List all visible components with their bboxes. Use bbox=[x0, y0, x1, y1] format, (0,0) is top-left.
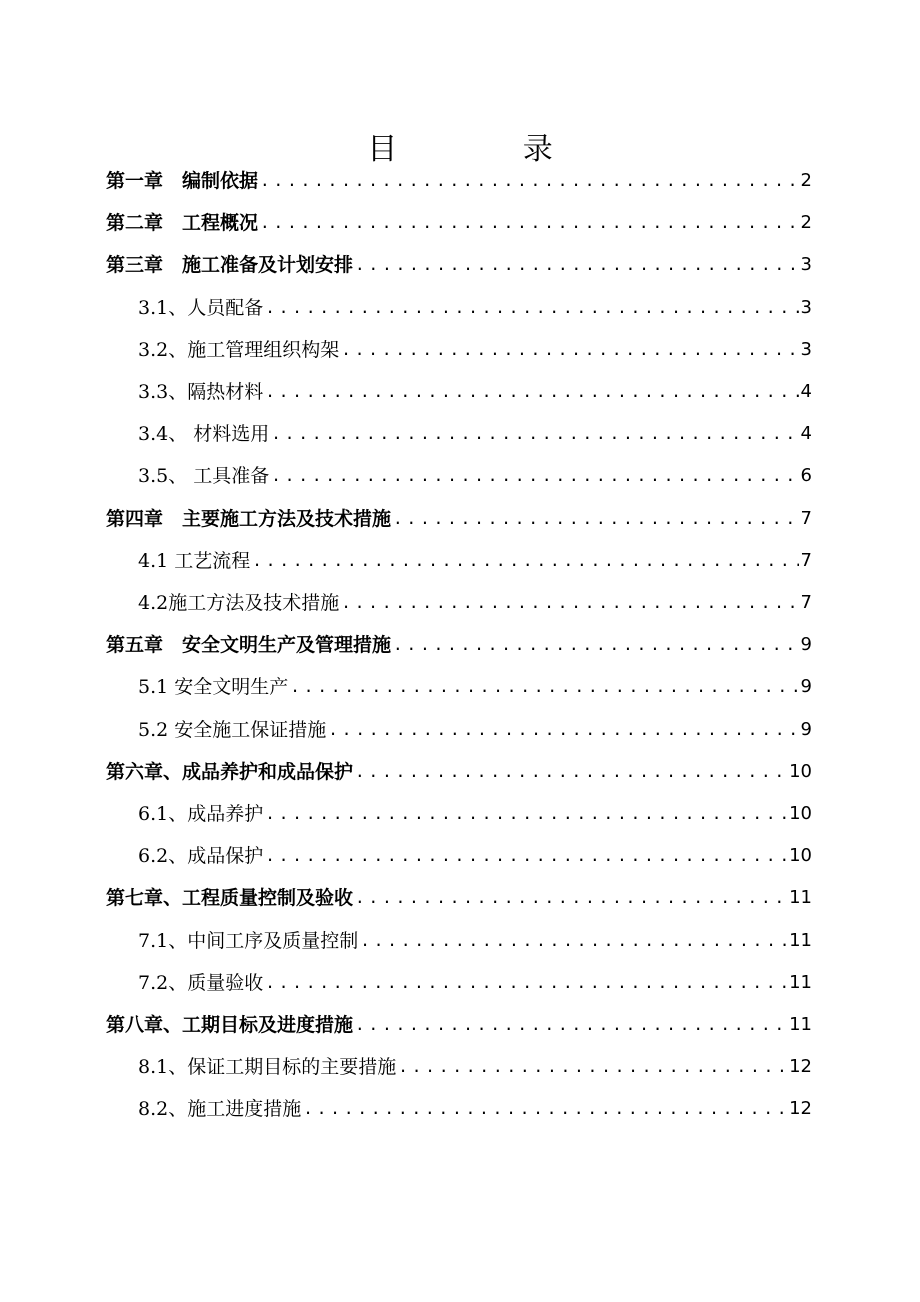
toc-leader-dots bbox=[265, 291, 798, 325]
toc-entry-page-number: 10 bbox=[789, 845, 812, 867]
toc-entry[interactable] bbox=[138, 291, 812, 325]
toc-leader-dots bbox=[265, 797, 787, 831]
toc-entry[interactable] bbox=[138, 586, 812, 620]
toc-leader-dots bbox=[271, 459, 798, 493]
toc-entry-label: 第四章 主要施工方法及技术措施 bbox=[106, 507, 392, 530]
toc-entry-label: 6.1、成品养护 bbox=[138, 803, 264, 825]
toc-entry[interactable] bbox=[138, 797, 812, 831]
toc-leader-dots bbox=[265, 839, 787, 873]
toc-entry[interactable] bbox=[106, 206, 812, 240]
toc-entry-label: 第二章 工程概况 bbox=[106, 212, 259, 235]
toc-entry-page-number: 3 bbox=[800, 254, 812, 276]
toc-entry[interactable] bbox=[138, 713, 812, 747]
toc-leader-dots bbox=[393, 502, 799, 536]
toc-entry-label: 第三章 施工准备及计划安排 bbox=[106, 254, 354, 277]
toc-entry-label: 第五章 安全文明生产及管理措施 bbox=[106, 634, 392, 657]
toc-entry-label: 5.2 安全施工保证措施 bbox=[138, 718, 327, 741]
toc-entry-page-number: 9 bbox=[800, 718, 812, 740]
toc-entry-page-number: 12 bbox=[789, 1056, 812, 1078]
toc-leader-dots bbox=[260, 206, 799, 240]
toc-entry-label: 7.2、质量验收 bbox=[138, 971, 264, 994]
toc-entry-label: 3.5、 工具准备 bbox=[138, 465, 270, 488]
toc-entry[interactable] bbox=[106, 881, 812, 915]
toc-leader-dots bbox=[271, 417, 798, 451]
toc-entry-page-number: 11 bbox=[789, 971, 812, 993]
toc-entry[interactable] bbox=[138, 544, 812, 578]
toc-entry[interactable] bbox=[138, 333, 812, 367]
toc-entry-page-number: 4 bbox=[800, 423, 812, 445]
toc-leader-dots bbox=[360, 924, 787, 958]
toc-leader-dots bbox=[265, 375, 798, 409]
toc-entry[interactable] bbox=[138, 1050, 812, 1084]
toc-entry[interactable] bbox=[138, 670, 812, 704]
toc-leader-dots bbox=[252, 544, 798, 578]
toc-leader-dots bbox=[303, 1092, 787, 1126]
toc-entry[interactable] bbox=[106, 164, 812, 198]
toc-entry[interactable] bbox=[106, 755, 812, 789]
toc-entry-label: 8.2、施工进度措施 bbox=[138, 1098, 302, 1121]
toc-entry-page-number: 6 bbox=[800, 465, 812, 487]
toc-entry[interactable] bbox=[106, 1008, 812, 1042]
toc-entry-label: 第六章、成品养护和成品保护 bbox=[106, 760, 354, 783]
toc-leader-dots bbox=[393, 628, 799, 662]
toc-leader-dots bbox=[355, 248, 799, 282]
toc-leader-dots bbox=[355, 755, 787, 789]
toc-entry[interactable] bbox=[106, 248, 812, 282]
toc-entry-page-number: 11 bbox=[789, 887, 812, 909]
toc-entry[interactable] bbox=[138, 966, 812, 1000]
toc-entry-label: 第一章 编制依据 bbox=[106, 170, 259, 192]
toc-entry-page-number: 3 bbox=[800, 296, 812, 318]
toc-entry[interactable] bbox=[138, 375, 812, 409]
toc-entry-label: 3.2、施工管理组织构架 bbox=[138, 338, 340, 361]
toc-entry[interactable] bbox=[138, 417, 812, 451]
toc-leader-dots bbox=[341, 586, 798, 620]
toc-entry-page-number: 11 bbox=[789, 929, 812, 951]
toc-entry-page-number: 11 bbox=[789, 1014, 812, 1035]
toc-entry-page-number: 12 bbox=[789, 1098, 812, 1120]
toc-entry[interactable] bbox=[138, 459, 812, 493]
toc-entry[interactable] bbox=[138, 839, 812, 873]
toc-entry-page-number: 9 bbox=[800, 634, 812, 656]
toc-leader-dots bbox=[341, 333, 798, 367]
toc-entry-label: 8.1、保证工期目标的主要措施 bbox=[138, 1056, 397, 1079]
toc-entry-page-number: 7 bbox=[800, 507, 812, 529]
toc-entry-label: 第七章、工程质量控制及验收 bbox=[106, 887, 354, 910]
toc-entry-label: 第八章、工期目标及进度措施 bbox=[106, 1014, 354, 1036]
page-title: 目 录 bbox=[367, 132, 611, 167]
toc-entry-page-number: 10 bbox=[789, 803, 812, 824]
toc-leader-dots bbox=[328, 713, 798, 747]
toc-entry-label: 3.3、隔热材料 bbox=[138, 381, 264, 403]
toc-leader-dots bbox=[398, 1050, 787, 1084]
toc-leader-dots bbox=[290, 670, 798, 704]
toc-entry[interactable] bbox=[106, 628, 812, 662]
toc-entry-page-number: 7 bbox=[800, 549, 812, 571]
toc-entry[interactable] bbox=[138, 924, 812, 958]
toc-entry-page-number: 3 bbox=[800, 338, 812, 360]
toc-entry-label: 7.1、中间工序及质量控制 bbox=[138, 929, 359, 952]
toc-leader-dots bbox=[355, 1008, 787, 1042]
toc-entry-label: 3.1、人员配备 bbox=[138, 296, 264, 319]
toc-entry[interactable] bbox=[106, 502, 812, 536]
toc-leader-dots bbox=[265, 966, 787, 1000]
toc-entry-label: 4.1 工艺流程 bbox=[138, 549, 251, 572]
toc-leader-dots bbox=[260, 164, 799, 198]
toc-entry-page-number: 2 bbox=[800, 170, 812, 191]
toc-entry-page-number: 2 bbox=[800, 212, 812, 234]
toc-entry-page-number: 4 bbox=[800, 381, 812, 402]
toc-entry-label: 6.2、成品保护 bbox=[138, 845, 264, 868]
toc-leader-dots bbox=[355, 881, 787, 915]
toc-entry-label: 5.1 安全文明生产 bbox=[138, 676, 289, 699]
toc-entry[interactable] bbox=[138, 1092, 812, 1126]
toc-entry-label: 3.4、 材料选用 bbox=[138, 423, 270, 446]
toc-entry-page-number: 10 bbox=[789, 760, 812, 782]
toc-entry-page-number: 9 bbox=[800, 676, 812, 698]
toc-entry-label: 4.2施工方法及技术措施 bbox=[138, 592, 340, 614]
toc-entry-page-number: 7 bbox=[800, 592, 812, 613]
